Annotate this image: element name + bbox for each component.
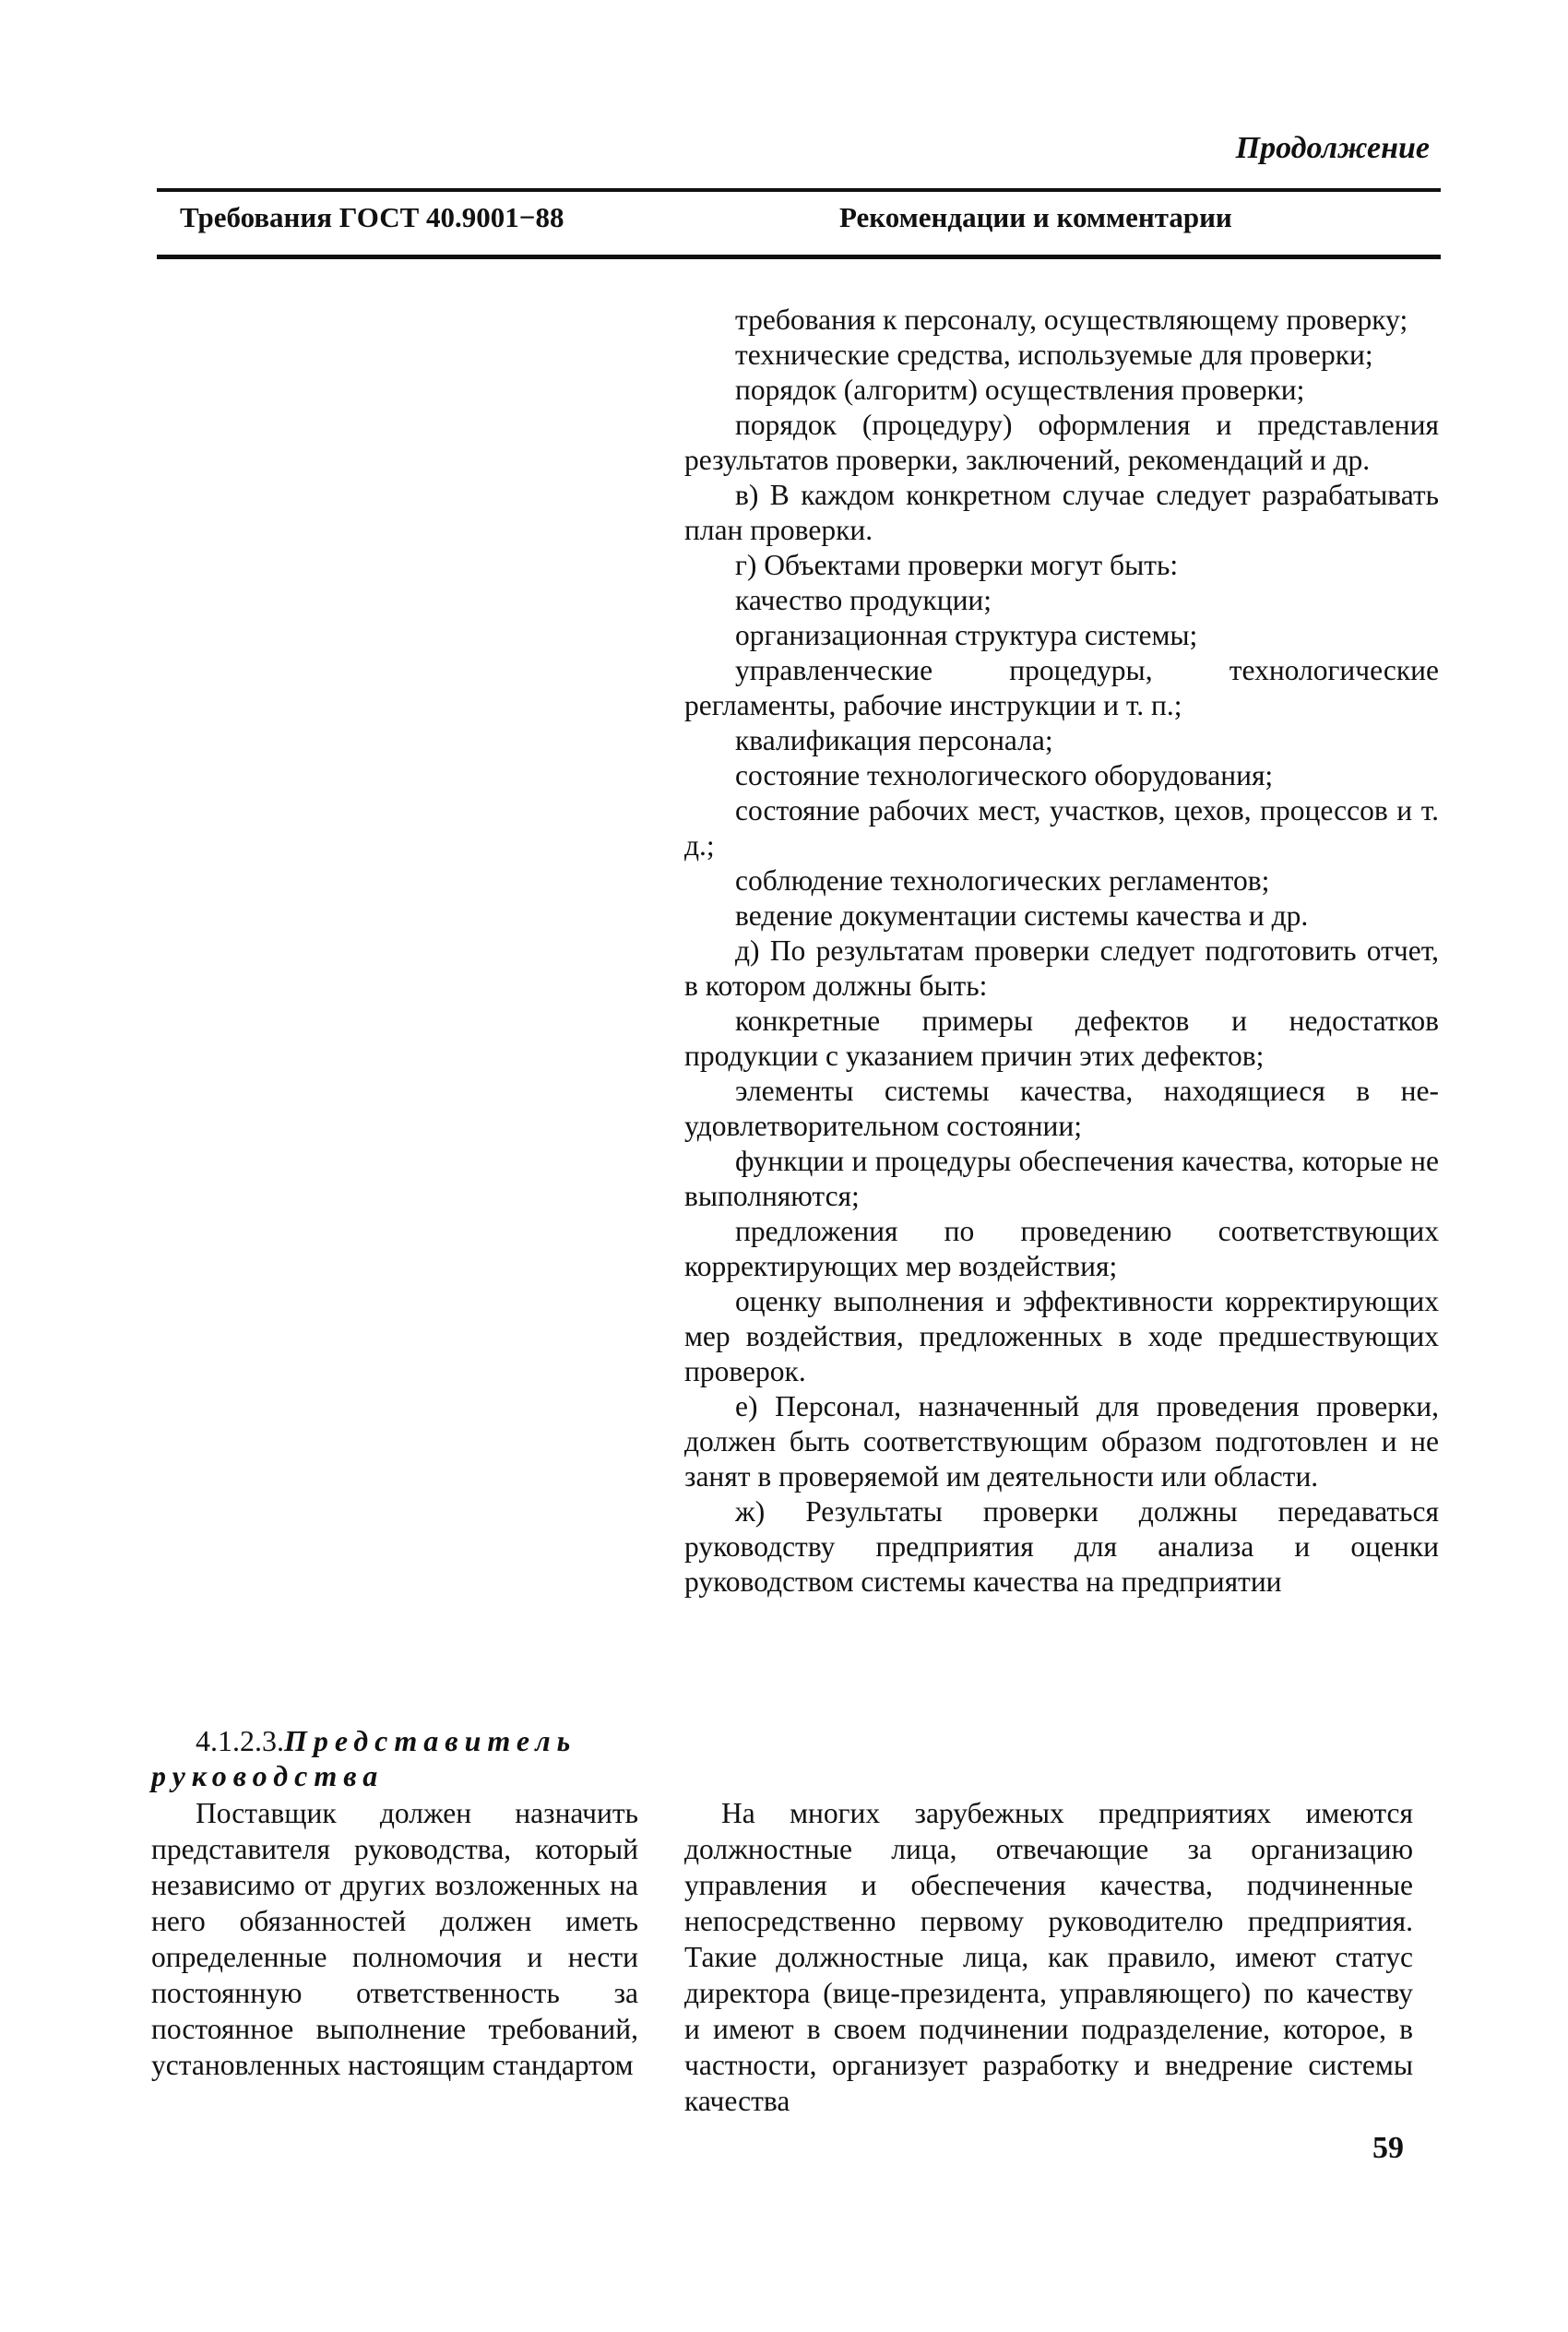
section-title: Представитель xyxy=(284,1724,577,1757)
paragraph: соблюдение технологических регламентов; xyxy=(735,864,1270,897)
paragraph: управленческие процедуры, технологические регламенты, рабочие инструкции и т. п.; xyxy=(684,654,1439,721)
section-title-continued: руководства xyxy=(151,1759,385,1792)
column-header-requirements: Требования ГОСТ 40.9001−88 xyxy=(180,201,564,233)
column-header-recommendations: Рекомендации и комментарии xyxy=(839,201,1232,233)
paragraph: технические средства, используемые для проверки; xyxy=(735,339,1373,371)
paragraph: оценку выполнения и эффективности корректирующих мер воздействия, предложенных в ходе предшествующих проверок. xyxy=(684,1285,1439,1387)
paragraph: организационная структура системы; xyxy=(735,619,1198,651)
paragraph: состояние технологического оборудования; xyxy=(735,759,1274,791)
paragraph: квалификация персонала; xyxy=(735,724,1053,756)
section-heading xyxy=(151,1723,657,1793)
recommendations-text-bottom xyxy=(684,1795,1413,2119)
header-top-rule xyxy=(157,188,1441,192)
page-number: 59 xyxy=(1372,2131,1404,2165)
paragraph: ведение документации системы качества и др. xyxy=(735,899,1309,932)
paragraph: г) Объектами проверки могут быть: xyxy=(735,549,1179,581)
paragraph: качество продукции; xyxy=(735,584,992,616)
paragraph: ж) Результаты проверки должны передаваться руководству предприятия для анализа и оценки руководством системы качества на предприятии xyxy=(684,1495,1439,1598)
recommendations-text-top xyxy=(684,303,1439,1600)
requirements-text xyxy=(151,1795,638,2083)
paragraph: На многих зарубежных предприятиях имеются должностные лица, отвечающие за организацию управления и обеспечения качества, подчиненные непосредственно первому руководителю предприятия. Такие должностные лица, как правило, имеют статус директора (вице-президента, управляющего) по качеству и имеют в своем подчинении подразделение, которое, в частности, организует разработку и внедрение системы качества xyxy=(684,1797,1413,2117)
header-bottom-rule xyxy=(157,255,1441,259)
section-number: 4.1.2.3. xyxy=(196,1724,284,1757)
paragraph: е) Персонал, назначенный для проведения проверки, должен быть соответствующим образом подготовлен и не занят в проверяемой им деятельности или области. xyxy=(684,1390,1439,1493)
paragraph: порядок (алгоритм) осуществления проверки; xyxy=(735,374,1305,406)
paragraph: конкретные примеры дефектов и недостатков продукции с указанием причин этих дефектов; xyxy=(684,1005,1439,1072)
paragraph: требования к персоналу, осуществляющему проверку; xyxy=(735,303,1408,336)
paragraph: д) По результатам проверки следует подготовить отчет, в котором должны быть: xyxy=(684,934,1439,1002)
paragraph: элементы системы качества, находящиеся в неудовлетворительном состоянии; xyxy=(684,1075,1439,1142)
paragraph: состояние рабочих мест, участков, цехов, процессов и т. д.; xyxy=(684,794,1439,862)
paragraph: в) В каждом конкретном случае следует разрабатывать план проверки. xyxy=(684,479,1439,546)
paragraph: предложения по проведению соответствующих корректирующих мер воздействия; xyxy=(684,1215,1439,1282)
paragraph: Поставщик должен назначить представителя руководства, который независимо от других возложенных на него обязанностей должен иметь определенные полномочия и нести постоянную ответственность за постоянное выполнение требований, установленных настоящим стандартом xyxy=(151,1797,638,2081)
paragraph: функции и процедуры обеспечения качества, которые не выполняются; xyxy=(684,1145,1439,1212)
continuation-label: Продолжение xyxy=(1235,131,1430,165)
paragraph: порядок (процедуру) оформления и представления результатов проверки, заключений, рекомендаций и др. xyxy=(684,409,1439,476)
